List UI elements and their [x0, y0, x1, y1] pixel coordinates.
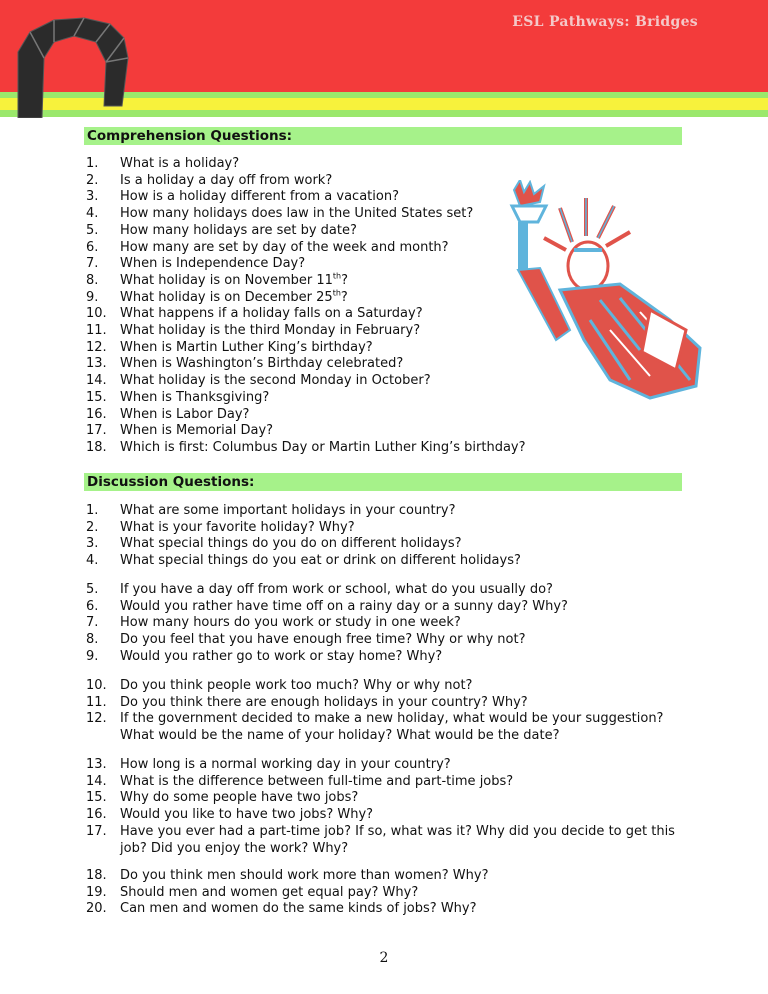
question-item: [86, 599, 686, 616]
question-item: [86, 695, 686, 712]
question-text: If you have a day off from work or school, what do you usually do?: [120, 582, 553, 597]
question-text: What special things do you do on different holidays?: [120, 536, 462, 552]
question-number: 4.: [86, 553, 99, 569]
question-text: If the government decided to make a new holiday, what would be your suggestion? What would be the name of your holiday? What would be the date?: [120, 711, 664, 744]
question-number: 8.: [86, 632, 99, 648]
question-item: [86, 615, 686, 632]
question-item: [86, 503, 686, 520]
question-text: Would you rather go to work or stay home? Why?: [120, 648, 443, 664]
question-item: [86, 868, 686, 885]
question-number: 12.: [86, 711, 107, 727]
question-number: 15.: [86, 790, 107, 806]
question-text: Do you think men should work more than women? Why?: [120, 868, 489, 883]
page-header: [0, 0, 768, 117]
question-number: 19.: [86, 884, 107, 900]
question-item: [86, 407, 686, 424]
discussion-heading: Discussion Questions:: [84, 473, 682, 491]
page-number: 2: [379, 950, 389, 966]
question-item: [86, 582, 686, 599]
question-item: [86, 649, 686, 666]
question-text: Should men and women get equal pay? Why?: [120, 884, 419, 900]
question-number: 3.: [86, 189, 99, 205]
question-mark: ?: [341, 272, 349, 288]
question-text: How many holidays are set by date?: [120, 222, 357, 238]
question-number: 15.: [86, 389, 107, 405]
question-text: When is Washington’s Birthday celebrated?: [120, 356, 404, 372]
header-title: ESL Pathways: Bridges: [512, 14, 698, 30]
discussion-list: [86, 582, 686, 666]
question-number: 1.: [86, 503, 99, 518]
question-text: What are some important holidays in your country?: [120, 503, 456, 518]
question-text: Would you rather have time off on a rainy day or a sunny day? Why?: [120, 598, 568, 614]
question-text: Which is first: Columbus Day or Martin Luther King’s birthday?: [120, 439, 526, 455]
question-mark: ?: [340, 289, 348, 305]
question-number: 18.: [86, 439, 107, 455]
question-text: When is Memorial Day?: [120, 423, 274, 439]
question-item: [86, 678, 686, 695]
question-text: What is your favorite holiday? Why?: [120, 519, 355, 535]
discussion-list: [86, 503, 686, 570]
question-number: 12.: [86, 339, 107, 355]
question-text: When is Independence Day?: [120, 256, 306, 272]
question-number: 13.: [86, 356, 107, 372]
question-number: 18.: [86, 868, 107, 883]
question-item: [86, 774, 686, 791]
question-number: 8.: [86, 272, 99, 288]
question-number: 7.: [86, 256, 99, 272]
question-number: 3.: [86, 536, 99, 552]
question-text: Do you think there are enough holidays in your country? Why?: [120, 694, 528, 710]
question-number: 2.: [86, 172, 99, 188]
question-text: How is a holiday different from a vacation?: [120, 189, 399, 205]
question-number: 17.: [86, 423, 107, 439]
question-text: Have you ever had a part-time job? If so, what was it? Why did you decide to get this job? Did you enjoy the work? Why?: [120, 823, 675, 856]
question-number: 6.: [86, 239, 99, 255]
question-text: How long is a normal working day in your country?: [120, 757, 451, 772]
question-number: 13.: [86, 757, 107, 772]
question-text: Can men and women do the same kinds of jobs? Why?: [120, 901, 477, 917]
arch-logo-icon: [14, 14, 132, 118]
question-number: 4.: [86, 206, 99, 222]
question-item: [86, 885, 686, 902]
question-number: 14.: [86, 773, 107, 789]
question-item: [86, 632, 686, 649]
question-item: [86, 824, 686, 857]
discussion-list: [86, 678, 686, 745]
question-text: Do you feel that you have enough free time? Why or why not?: [120, 632, 526, 648]
question-item: [86, 711, 686, 744]
question-number: 2.: [86, 519, 99, 535]
question-item: [86, 156, 686, 173]
question-text: What holiday is on November 11: [120, 272, 333, 288]
question-number: 20.: [86, 901, 107, 917]
question-number: 10.: [86, 306, 107, 322]
question-item: [86, 553, 686, 570]
question-item: [86, 807, 686, 824]
question-number: 14.: [86, 373, 107, 389]
question-item: [86, 423, 686, 440]
question-number: 6.: [86, 598, 99, 614]
question-text: What special things do you eat or drink on different holidays?: [120, 553, 521, 569]
question-number: 16.: [86, 406, 107, 422]
question-text: Would you like to have two jobs? Why?: [120, 807, 374, 823]
discussion-list: [86, 757, 686, 857]
question-item: [86, 901, 686, 918]
question-text: What happens if a holiday falls on a Saturday?: [120, 306, 423, 322]
question-text: When is Martin Luther King’s birthday?: [120, 339, 373, 355]
question-number: 5.: [86, 222, 99, 238]
question-item: [86, 520, 686, 537]
question-number: 10.: [86, 678, 107, 693]
question-number: 5.: [86, 582, 99, 597]
question-text: What is the difference between full-time and part-time jobs?: [120, 773, 514, 789]
ordinal-suffix: th: [332, 271, 342, 281]
question-number: 11.: [86, 323, 107, 339]
question-text: When is Thanksgiving?: [120, 389, 270, 405]
discussion-list: [86, 868, 686, 918]
statue-of-liberty-icon: [500, 180, 705, 402]
question-text: What holiday is the third Monday in February?: [120, 323, 421, 339]
question-item: [86, 536, 686, 553]
question-text: What holiday is the second Monday in October?: [120, 373, 431, 389]
question-text: Is a holiday a day off from work?: [120, 172, 333, 188]
comprehension-heading: Comprehension Questions:: [84, 127, 682, 145]
question-text: Do you think people work too much? Why or why not?: [120, 678, 473, 693]
question-text: When is Labor Day?: [120, 406, 250, 422]
question-text: Why do some people have two jobs?: [120, 790, 359, 806]
question-number: 11.: [86, 694, 107, 710]
question-item: [86, 790, 686, 807]
question-number: 9.: [86, 648, 99, 664]
question-number: 7.: [86, 615, 99, 631]
question-number: 9.: [86, 289, 99, 305]
ordinal-suffix: th: [332, 288, 341, 298]
question-text: How many are set by day of the week and month?: [120, 239, 449, 255]
question-number: 1.: [86, 156, 99, 171]
question-text: What is a holiday?: [120, 156, 240, 171]
question-text: What holiday is on December 25: [120, 289, 333, 305]
question-number: 16.: [86, 807, 107, 823]
question-item: [86, 440, 686, 457]
question-text: How many holidays does law in the United States set?: [120, 206, 474, 222]
question-number: 17.: [86, 823, 107, 839]
question-item: [86, 757, 686, 774]
question-text: How many hours do you work or study in one week?: [120, 615, 461, 631]
